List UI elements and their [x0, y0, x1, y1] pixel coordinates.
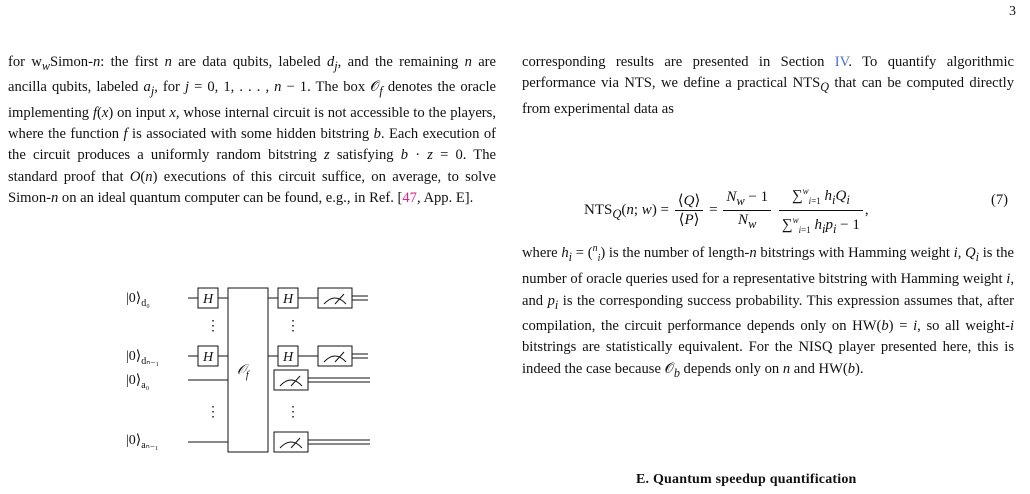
- vertical-dots: ⋮: [286, 405, 300, 420]
- right-paragraph-1: corresponding results are presented in Section IV. To quantify algorithmic performance via NTS, we define a practical $NTS_Q$ that can be computed directly from experimental data as: [522, 54, 1014, 117]
- right-para1-text-b: . To quantify algorithmic performance via NTS, we define a practical NTS: [522, 54, 1014, 92]
- right-paragraph-2: where $h_i = (^n_i)$ is the number of length-n bitstrings with Hamming weight i, $Q_i$ is the number of oracle queries used for a representative bitstring with Hamming weight i, and $p_i$ is the corresponding success probability. This expression assumes that, after compilation, the circuit performance depends only on HW(b) = i, so all weight-i bitstrings are statistically equivalent. For the NISQ player presented here, this is indeed the case because 𝒪$_b$ depends only on n and HW(b).: [522, 243, 1014, 380]
- gate-h-label: H: [283, 292, 294, 307]
- label-dn-1: $|0⟩_{d_{n-1}}$: [126, 349, 160, 367]
- right-para1-text-a: corresponding results are presented in Section: [522, 54, 835, 70]
- right-column-top: [522, 52, 1014, 120]
- simon-circuit-diagram: [120, 286, 390, 486]
- section-heading: E. Quantum speedup quantification: [636, 472, 857, 487]
- gate-h-label: H: [203, 350, 214, 365]
- equation-number: (7): [990, 192, 1008, 208]
- label-an-1: $|0⟩_{a_{n-1}}$: [126, 433, 159, 451]
- label-d0: $|0⟩_{d_0}$: [126, 291, 150, 309]
- vertical-dots: ⋮: [206, 405, 220, 420]
- right-para1-text-c: that can be computed directly from experimental data as: [522, 75, 1014, 117]
- gate-h-label: H: [283, 350, 294, 365]
- equation-7: [522, 178, 1014, 236]
- right-column-bottom: [522, 238, 1014, 384]
- left-column: [8, 52, 496, 210]
- vertical-dots: ⋮: [286, 319, 300, 334]
- page-number: 3: [1009, 4, 1016, 19]
- oracle-label: 𝒪$_f$: [237, 363, 249, 381]
- label-a0: $|0⟩_{a_0}$: [126, 373, 150, 391]
- left-paragraph: for $w_wSimon-n$: the first n are data qubits, labeled $d_j$, and the remaining n are ancilla qubits, labeled $a_j$, for j = 0, 1, . . . , n − 1. The box 𝒪$_f$ denotes the oracle implementing f(x) on input x, whose internal circuit is not accessible to the players, where the function f is associated with some hidden bitstring b. Each execution of the circuit produces a uniformly random bitstring z satisfying b · z = 0. The standard proof that O(n) executions of this circuit suffice, on average, to solve Simon-n on an ideal quantum computer can be found, e.g., in Ref. [47, App. E].: [8, 54, 497, 207]
- equation-body: $NTS_Q(n$; w) = $\frac{⟨Q⟩}{⟨P⟩}$ = $\frac{N_w - 1}{N_w}$ $\frac{\sum^w_{i=1} h_iQ_i}{\sum^w_{i=1} h_ip_i - 1}$ ,: [584, 182, 869, 239]
- section-link[interactable]: IV: [834, 54, 849, 70]
- vertical-dots: ⋮: [206, 319, 220, 334]
- gate-h-label: H: [203, 292, 214, 307]
